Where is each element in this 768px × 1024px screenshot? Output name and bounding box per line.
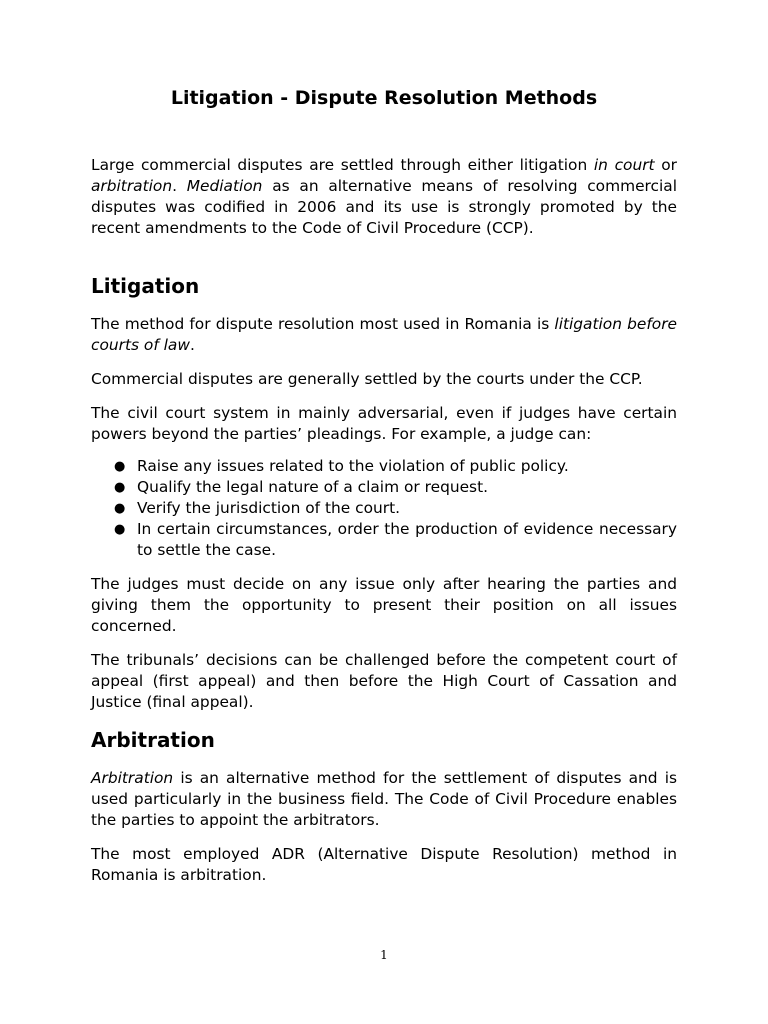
bullet-icon: ● [114,459,126,474]
list-item: ● In certain circumstances, order the production of evidence necessary to settle the case. [114,520,677,559]
page-number: 1 [380,948,388,962]
intro-paragraph: Large commercial disputes are settled through either litigation in court or arbitration. Mediation as an alternative means of resolving commercial disputes was codified in 2006 and its use is strongly promoted by the recent amendments to the Code of Civil Procedure (CCP). [91,156,677,237]
litigation-paragraph-5: The tribunals’ decisions can be challenged before the competent court of appeal (first appeal) and then before the High Court of Cassation and Justice (final appeal). [91,651,677,711]
bullet-icon: ● [114,522,126,537]
bullet-icon: ● [114,480,126,495]
document-body [91,272,677,899]
bullet-icon: ● [114,501,126,516]
list-item: ● Raise any issues related to the violation of public policy. [114,457,569,475]
list-item: ● Qualify the legal nature of a claim or request. [114,478,489,496]
litigation-heading: Litigation [91,274,200,298]
litigation-section [91,272,677,713]
arbitration-heading: Arbitration [91,728,215,752]
litigation-paragraph-4: The judges must decide on any issue only after hearing the parties and giving them the opportunity to present their position on all issues concerned. [91,575,677,635]
judge-powers-list [91,456,677,561]
arbitration-paragraph-1: Arbitration is an alternative method for the settlement of disputes and is used particularly in the business field. The Code of Civil Procedure enables the parties to appoint the arbitrators. [91,769,677,829]
list-item: ● Verify the jurisdiction of the court. [114,499,401,517]
litigation-paragraph-3: The civil court system in mainly adversarial, even if judges have certain powers beyond the parties’ pleadings. For example, a judge can: [91,404,677,443]
litigation-paragraph-1: The method for dispute resolution most used in Romania is litigation before courts of law. [91,315,677,354]
arbitration-paragraph-2: The most employed ADR (Alternative Dispute Resolution) method in Romania is arbitration. [91,845,677,884]
document-title: Litigation - Dispute Resolution Methods [170,87,598,109]
litigation-paragraph-2: Commercial disputes are generally settled by the courts under the CCP. [91,370,643,388]
arbitration-section [91,726,677,886]
